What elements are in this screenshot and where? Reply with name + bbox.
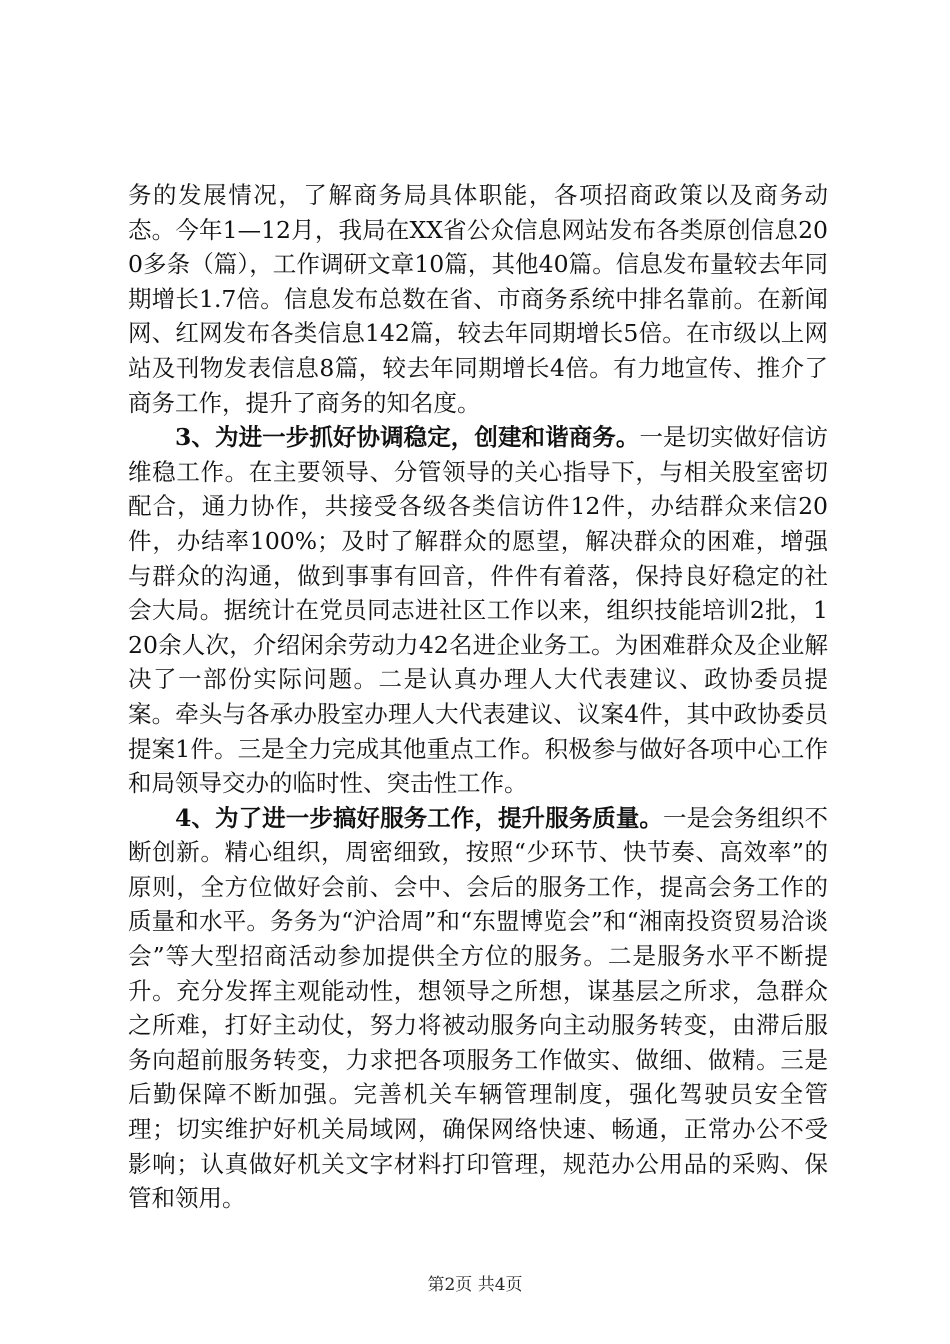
paragraph-continuation	[128, 178, 828, 420]
paragraph-section-3	[128, 420, 828, 801]
page-number-footer: 第2页 共4页	[427, 1275, 523, 1295]
document-body	[128, 178, 828, 1216]
paragraph-lead: 4、为了进一步搞好服务工作，提升服务质量。	[175, 803, 664, 832]
paragraph-lead: 3、为进一步抓好协调稳定，创建和谐商务。	[175, 423, 640, 452]
paragraph-text: 一是会务组织不断创新。精心组织，周密细致，按照“少环节、快节奏、高效率”的原则，全方位做好会前、会中、会后的服务工作，提高会务工作的质量和水平。务务为“沪洽周”和“东盟博览会”和“湘南投资贸易洽谈会”等大型招商活动参加提供全方位的服务。二是服务水平不断提升。充分发挥主观能动性，想领导之所想，谋基层之所求，急群众之所难，打好主动仗，努力将被动服务向主动服务转变，由滞后服务向超前服务转变，力求把各项服务工作做实、做细、做精。三是后勤保障不断加强。完善机关车辆管理制度，强化驾驶员安全管理；切实维护好机关局域网，确保网络快速、畅通，正常办公不受影响；认真做好机关文字材料打印管理，规范办公用品的采购、保管和领用。	[128, 803, 828, 1213]
paragraph-text: 一是切实做好信访维稳工作。在主要领导、分管领导的关心指导下，与相关股室密切配合，通力协作，共接受各级各类信访件12件，办结群众来信20件，办结率100%；及时了解群众的愿望，解决群众的困难，增强与群众的沟通，做到事事有回音，件件有着落，保持良好稳定的社会大局。据统计在党员同志进社区工作以来，组织技能培训2批，120余人次，介绍闲余劳动力42名进企业务工。为困难群众及企业解决了一部份实际问题。二是认真办理人大代表建议、政协委员提案。牵头与各承办股室办理人大代表建议、议案4件，其中政协委员提案1件。三是全力完成其他重点工作。积极参与做好各项中心工作和局领导交办的临时性、突击性工作。	[128, 423, 828, 798]
paragraph-section-4	[128, 801, 828, 1216]
paragraph-text: 务的发展情况，了解商务局具体职能，各项招商政策以及商务动态。今年1—12月，我局在XX省公众信息网站发布各类原创信息200多条（篇），工作调研文章10篇，其他40篇。信息发布量较去年同期增长1.7倍。信息发布总数在省、市商务系统中排名靠前。在新闻网、红网发布各类信息142篇，较去年同期增长5倍。在市级以上网站及刊物发表信息8篇，较去年同期增长4倍。有力地宣传、推介了商务工作，提升了商务的知名度。	[128, 181, 828, 417]
